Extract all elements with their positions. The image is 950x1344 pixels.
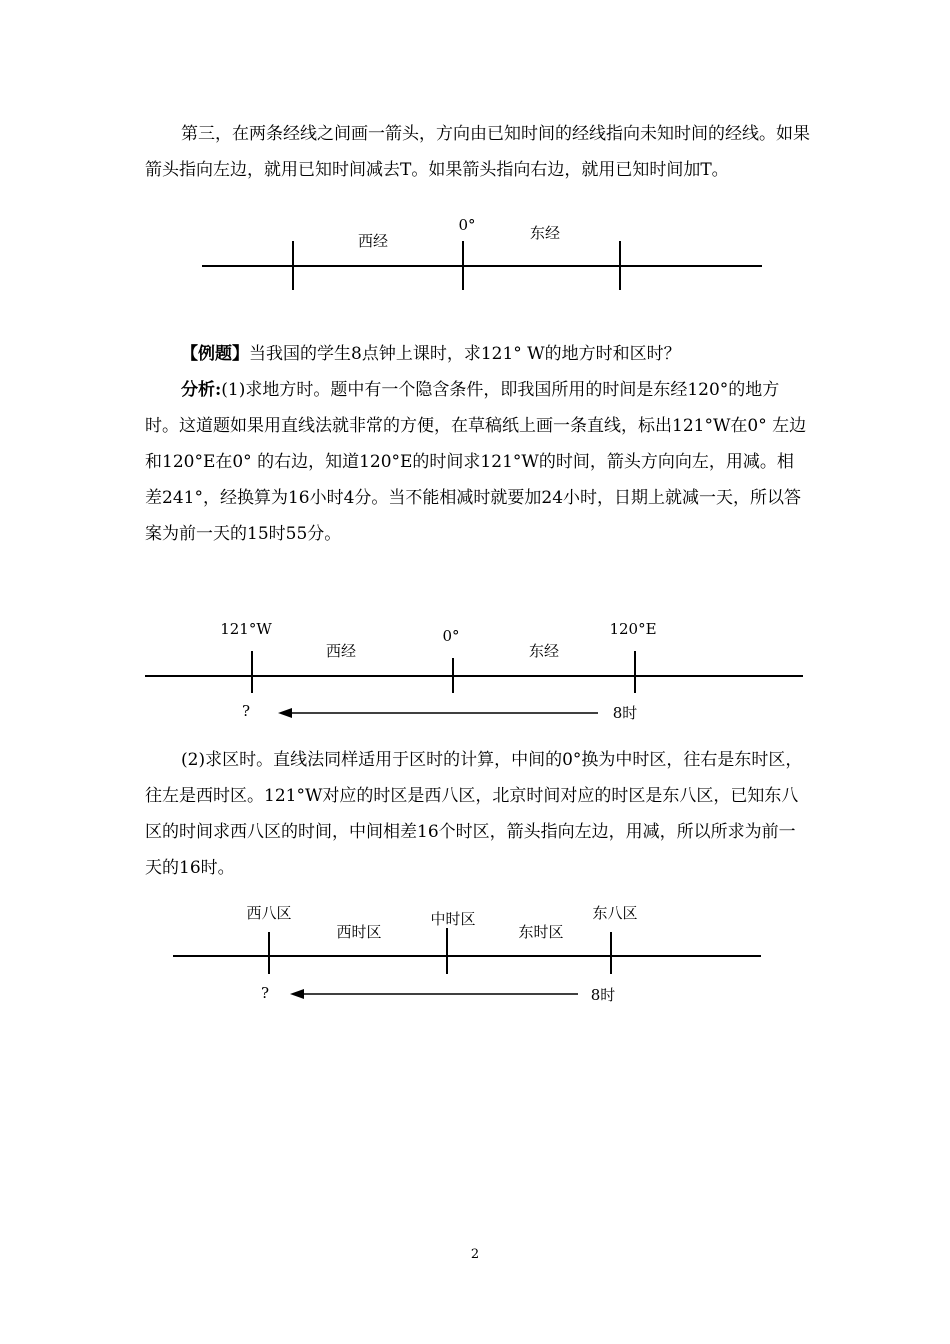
label-unknown-time: ? [241, 702, 251, 720]
label-120e: 120°E [609, 620, 657, 638]
label-zero-degree: 0° [442, 627, 460, 645]
label-west-longitude: 西经 [357, 232, 389, 250]
page-number: 2 [470, 1247, 480, 1262]
label-west-8-zone: 西八区 [246, 904, 292, 922]
label-east-longitude: 东经 [529, 224, 561, 242]
label-known-time: 8时 [590, 986, 616, 1004]
label-unknown-time: ? [260, 984, 270, 1002]
label-east-longitude: 东经 [528, 642, 560, 660]
label-zero-degree: 0° [458, 216, 476, 234]
label-center-zone: 中时区 [430, 910, 476, 928]
label-east-zones: 东时区 [518, 923, 564, 941]
label-121w: 121°W [220, 620, 272, 638]
part2-paragraph: (2)求区时。直线法同样适用于区时的计算，中间的0°换为中时区，往右是东时区，往左是西时区。121°W对应的时区是西八区，北京时间对应的时区是东八区，已知东八区的时间求西八区的时间，中间相差16个时区，箭头指向左边，用减，所以所求为前一天的16时。 [145, 750, 803, 878]
label-west-zones: 西时区 [336, 923, 382, 941]
example-question: 当我国的学生8点钟上课时，求121° W的地方时和区时？ [249, 344, 681, 364]
label-east-8-zone: 东八区 [592, 904, 638, 922]
analysis-tag: 分析: [181, 380, 222, 400]
example-tag: 【例题】 [181, 344, 249, 364]
label-west-longitude: 西经 [325, 642, 357, 660]
analysis-part1: (1)求地方时。题中有一个隐含条件，即我国所用的时间是东经120°的地方时。这道题如果用直线法就非常的方便，在草稿纸上画一条直线，标出121°W在0° 左边和120°E在0° 的右边，知道120°E的时间求121°W的时间，箭头方向向左，用减。相差241°，经换算为16小时4分。当不能相减时就要加24小时，日期上就减一天，所以答案为前一天的15时55分。 [145, 380, 807, 544]
step3-paragraph: 第三，在两条经线之间画一箭头，方向由已知时间的经线指向未知时间的经线。如果箭头指向左边，就用已知时间减去T。如果箭头指向右边，就用已知时间加T。 [145, 124, 810, 180]
label-known-time: 8时 [612, 704, 638, 722]
